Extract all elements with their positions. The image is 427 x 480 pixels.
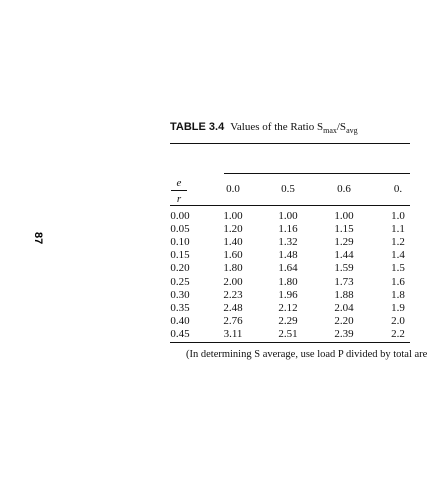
- row-header-fraction: [170, 177, 188, 205]
- row-label: 0.15: [170, 249, 190, 262]
- row-label: 0.10: [170, 236, 190, 249]
- row-label: 0.05: [170, 223, 190, 236]
- table-cell: 1.00: [334, 210, 354, 222]
- table-cell: 1.16: [278, 223, 298, 236]
- table-header-rule: [170, 205, 410, 206]
- table-bottom-rule: [170, 342, 410, 343]
- table-cell: 2.23: [223, 288, 243, 301]
- table-cell: 1.00: [223, 210, 243, 222]
- table-cell: 1.60: [223, 249, 243, 262]
- table-cell: 1.88: [334, 288, 354, 301]
- column-header: 0.0: [226, 183, 240, 195]
- table-caption-text: [230, 121, 358, 136]
- row-label: 0.35: [170, 301, 190, 314]
- column-header: 0.6: [337, 183, 351, 195]
- table-cell: 1.48: [278, 249, 298, 262]
- table-cell: 2.04: [334, 301, 354, 314]
- table-cell: 2.51: [278, 327, 298, 340]
- row-label: 0.25: [170, 275, 190, 288]
- table-cell: 1.64: [278, 262, 298, 275]
- table-cell: 2.76: [223, 314, 243, 327]
- caption-sub-avg: avg: [346, 126, 358, 136]
- row-label: 0.20: [170, 262, 190, 275]
- table-cell: 2.39: [334, 327, 354, 340]
- column-header-rule: [224, 173, 410, 174]
- table-cell: 3.11: [223, 327, 243, 340]
- table-cell: 1.2: [391, 236, 405, 249]
- row-label: 0.00: [170, 210, 190, 222]
- caption-slash: /S: [336, 121, 347, 133]
- table-cell: 2.0: [391, 314, 405, 327]
- column-header: 0.5: [281, 183, 295, 195]
- column-header: 0.: [393, 183, 403, 195]
- table-cell: 1.96: [278, 288, 298, 301]
- table-caption-label: TABLE 3.4: [170, 121, 225, 133]
- table-cell: 1.8: [391, 288, 405, 301]
- table-cell: 1.80: [278, 275, 298, 288]
- table-cell: 1.6: [391, 275, 405, 288]
- table-cell: 2.29: [278, 314, 298, 327]
- table-cell: 1.80: [223, 262, 243, 275]
- table-cell: 1.5: [391, 262, 405, 275]
- table-cell: 1.44: [334, 249, 354, 262]
- table-top-rule: [170, 143, 410, 144]
- table-cell: 1.00: [278, 210, 298, 222]
- fraction-bar: [171, 190, 187, 191]
- table-cell: 1.9: [391, 301, 405, 314]
- page-number: 87: [32, 232, 44, 245]
- table-cell: 1.32: [278, 236, 298, 249]
- table-footnote: (In determining S average, use load P divided by total are: [186, 349, 427, 360]
- table-cell: 1.4: [391, 249, 405, 262]
- row-label: 0.45: [170, 327, 190, 340]
- table-cell: 1.1: [391, 223, 405, 236]
- table-cell: 1.59: [334, 262, 354, 275]
- table-caption: [170, 121, 358, 135]
- table-cell: 1.20: [223, 223, 243, 236]
- table-cell: 2.2: [391, 327, 405, 340]
- row-header-numerator: e: [176, 177, 182, 189]
- table-cell: 2.00: [223, 275, 243, 288]
- table-cell: 1.40: [223, 236, 243, 249]
- table-cell: 1.73: [334, 275, 354, 288]
- row-label: 0.30: [170, 288, 190, 301]
- table-cell: 1.15: [334, 223, 354, 236]
- row-header-denominator: r: [176, 192, 182, 205]
- row-label: 0.40: [170, 314, 190, 327]
- table-cell: 2.48: [223, 301, 243, 314]
- table-cell: 1.0: [391, 210, 405, 222]
- caption-sub-max: max: [323, 126, 337, 136]
- table-cell: 2.20: [334, 314, 354, 327]
- table-cell: 2.12: [278, 301, 298, 314]
- table-cell: 1.29: [334, 236, 354, 249]
- caption-text-main: Values of the Ratio S: [230, 121, 324, 133]
